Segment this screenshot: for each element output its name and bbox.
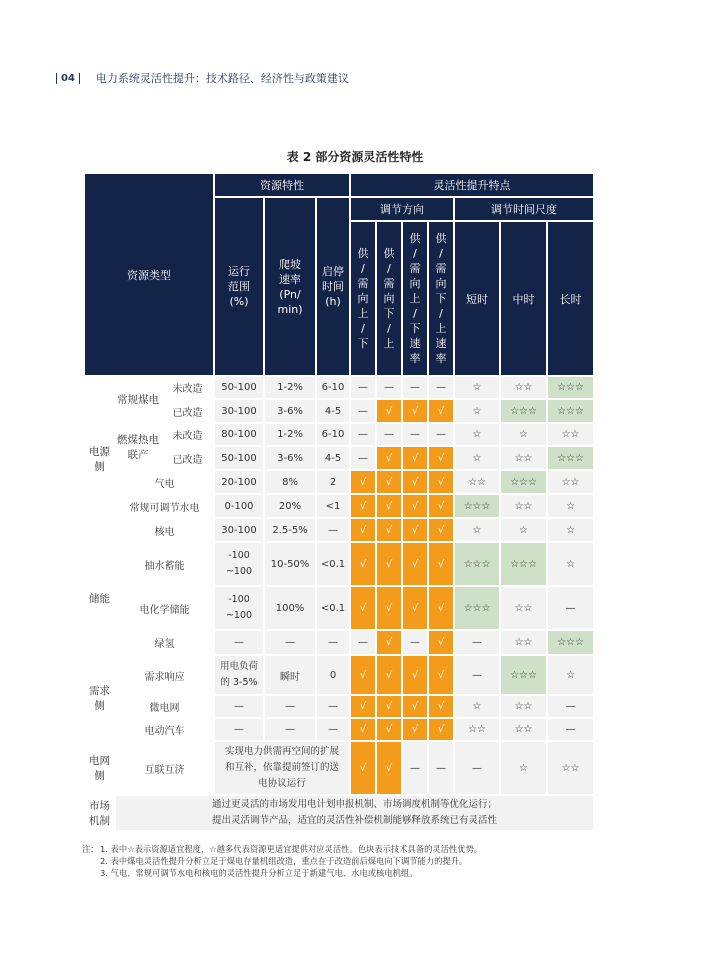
header-range: 运行 范围 (%) [214,197,264,376]
cell-dir: — [428,423,454,446]
cell-range: — [214,630,264,655]
cell-dir: √ [376,695,402,718]
cell-dir: √ [376,586,402,630]
table-row [84,376,594,399]
cell-dir: √ [402,695,428,718]
table-row [84,518,594,542]
row-name: 微电网 [115,695,214,718]
cell-range: 50-100 [214,376,264,399]
cell-dir: √ [376,470,402,494]
cell-ramp: 3-6% [264,446,316,470]
cell-mid: ☆☆☆ [500,399,547,423]
cell-dir: — [350,446,376,470]
cell-dir: √ [402,518,428,542]
subgroup-chp: 燃煤热电联产 [115,423,161,470]
cell-long: — [547,695,594,718]
cell-ramp: 3-6% [264,399,316,423]
cell-dir: — [402,376,428,399]
cell-dir: — [402,630,428,655]
cell-range: 0-100 [214,494,264,518]
cell-ramp: — [264,695,316,718]
cell-long: ☆ [547,494,594,518]
cell-long: ☆ [547,518,594,542]
cell-dir: — [428,376,454,399]
cell-long: — [547,586,594,630]
cell-start: <0.1 [316,542,350,586]
cell-ramp: 20% [264,494,316,518]
cell-dir: √ [402,542,428,586]
cell-dir: √ [376,494,402,518]
cell-mid: ☆☆ [500,695,547,718]
cell-range: 50-100 [214,446,264,470]
cell-dir: — [428,741,454,795]
header-short: 短时 [454,221,500,376]
cell-dir: √ [402,718,428,741]
cell-dir: √ [402,494,428,518]
cell-mid: ☆☆ [500,376,547,399]
cell-short: ☆☆☆ [454,542,500,586]
cell-desc: 实现电力供需再空间的扩展 和互补，依靠提前签订的送 电协议运行 [214,741,350,795]
header-flex-features: 灵活性提升特点 [350,173,594,197]
row-name: 未改造 [161,376,214,399]
cell-dir: √ [428,446,454,470]
page-number: 04 [61,72,75,84]
cell-long: ☆ [547,542,594,586]
header-dir-down-rate: 供 / 需 向 下 / 上 速 率 [428,221,454,376]
cell-short: ☆ [454,695,500,718]
row-name: 互联互济 [115,741,214,795]
cell-range: 30-100 [214,518,264,542]
cell-dir: √ [402,446,428,470]
table-row [84,399,594,423]
header-long: 长时 [547,221,594,376]
cell-dir: √ [402,399,428,423]
row-name: 绿氢 [115,630,214,655]
cell-short: ☆☆ [454,470,500,494]
cell-ramp: 8% [264,470,316,494]
cell-dir: √ [428,399,454,423]
table-row [84,446,594,470]
cell-mid: ☆ [500,423,547,446]
table-row [84,741,594,795]
cell-short: — [454,741,500,795]
cell-dir: √ [428,542,454,586]
cell-range: -100 ~100 [214,586,264,630]
table-notes [82,843,482,879]
table-row [84,718,594,741]
note-item: 1. 表中☆表示资源适宜程度，☆越多代表资源更适宜提供对应灵活性。色块表示技术具备的灵活性优势。 [100,844,483,854]
header-resource-type: 资源类型 [84,173,214,376]
cell-ramp: — [264,718,316,741]
header-mid: 中时 [500,221,547,376]
cell-mid: ☆☆ [500,446,547,470]
cell-dir: √ [376,518,402,542]
table-row [84,655,594,695]
group-storage: 储能 [84,542,115,655]
group-source: 电源侧 [84,376,115,542]
cell-range: — [214,695,264,718]
cell-range: 20-100 [214,470,264,494]
cell-short: ☆☆☆ [454,494,500,518]
cell-long: ☆☆ [547,470,594,494]
header-dir-up-down: 供 / 需 向 上 / 下 [350,221,376,376]
notes-label: 注： [82,844,99,854]
row-name: 未改造 [161,423,214,446]
document-title: 电力系统灵活性提升：技术路径、经济性与政策建议 [95,72,349,85]
row-name: 气电 [115,470,214,494]
row-name: 电动汽车 [115,718,214,741]
table-row [84,630,594,655]
cell-dir: √ [376,630,402,655]
cell-dir: √ [402,655,428,695]
cell-mid: ☆☆☆ [500,655,547,695]
cell-mid: ☆☆ [500,630,547,655]
cell-market-text: 通过更灵活的市场发用电计划申报机制、市场调度机制等优化运行； 提出灵活调节产品，适宜的灵活性补偿机制能够释放系统已有灵活性 [115,795,594,831]
cell-dir: √ [350,542,376,586]
cell-dir: √ [376,741,402,795]
header-startstop: 启停 时间 (h) [316,197,350,376]
cell-start: — [316,695,350,718]
cell-start: — [316,518,350,542]
cell-mid: ☆☆☆ [500,542,547,586]
cell-short: ☆ [454,399,500,423]
note-item: 3. 气电、常规可调节水电和核电的灵活性提升分析立足于新建气电、水电或核电机组。 [100,868,418,878]
cell-dir: √ [428,470,454,494]
table-caption: 表 2 部分资源灵活性特性 [286,150,424,164]
cell-short: ☆ [454,446,500,470]
cell-long: ☆☆☆ [547,399,594,423]
cell-start: <0.1 [316,586,350,630]
cell-long: ☆ [547,655,594,695]
cell-dir: √ [376,718,402,741]
cell-short: — [454,630,500,655]
cell-start: — [316,718,350,741]
cell-start: 4-5 [316,446,350,470]
cell-dir: √ [376,655,402,695]
cell-mid: ☆ [500,518,547,542]
cell-dir: √ [376,399,402,423]
cell-start: — [316,630,350,655]
cell-ramp: 100% [264,586,316,630]
note-item: 2. 表中煤电灵活性提升分析立足于煤电存量机组改造，重点在于改造前后煤电向下调节能力的提升。 [100,856,468,866]
group-demand: 需求侧 [84,655,115,741]
cell-short: ☆ [454,423,500,446]
cell-start: <1 [316,494,350,518]
cell-long: ☆☆ [547,741,594,795]
cell-mid: ☆☆ [500,586,547,630]
row-name: 电化学储能 [115,586,214,630]
resource-flexibility-table [83,172,595,832]
table-row [84,695,594,718]
divider [56,73,57,84]
subgroup-coal: 常规煤电 [115,376,161,423]
group-market: 市场机制 [84,795,115,831]
group-grid: 电网侧 [84,741,115,795]
cell-mid: ☆☆ [500,718,547,741]
cell-short: — [454,655,500,695]
table-row [84,470,594,494]
cell-dir: — [350,376,376,399]
row-name: 核电 [115,518,214,542]
cell-dir: √ [350,470,376,494]
cell-dir: — [402,741,428,795]
row-name: 常规可调节水电 [115,494,214,518]
cell-dir: √ [350,695,376,718]
cell-dir: √ [428,586,454,630]
cell-dir: — [350,630,376,655]
cell-dir: √ [428,518,454,542]
cell-ramp: — [264,630,316,655]
cell-long: ☆☆☆ [547,376,594,399]
cell-dir: √ [402,586,428,630]
cell-ramp: 1-2% [264,423,316,446]
cell-dir: — [376,376,402,399]
page-header [52,70,349,86]
header-direction: 调节方向 [350,197,454,221]
cell-dir: — [402,423,428,446]
header-resource-props: 资源特性 [214,173,350,197]
cell-short: ☆☆ [454,718,500,741]
cell-ramp: 2.5-5% [264,518,316,542]
cell-ramp: 1-2% [264,376,316,399]
cell-dir: √ [428,655,454,695]
row-name: 抽水蓄能 [115,542,214,586]
header-timescale: 调节时间尺度 [454,197,594,221]
cell-dir: √ [350,494,376,518]
cell-dir: — [376,423,402,446]
header-dir-down-up: 供 / 需 向 下 / 上 [376,221,402,376]
cell-short: ☆ [454,376,500,399]
cell-start: 4-5 [316,399,350,423]
cell-mid: ☆ [500,741,547,795]
cell-start: 6-10 [316,376,350,399]
row-name: 已改造 [161,446,214,470]
cell-start: 2 [316,470,350,494]
cell-range: 30-100 [214,399,264,423]
cell-mid: ☆☆☆ [500,470,547,494]
cell-start: 0 [316,655,350,695]
cell-dir: √ [350,655,376,695]
cell-long: ☆☆☆ [547,446,594,470]
divider [79,73,80,84]
cell-short: ☆☆☆ [454,586,500,630]
table-row [84,494,594,518]
table-row [84,423,594,446]
cell-long: — [547,718,594,741]
header-ramp: 爬坡 速率 (Pn/ min) [264,197,316,376]
cell-long: ☆☆☆ [547,630,594,655]
cell-dir: √ [350,718,376,741]
cell-range: 用电负荷 的 3-5% [214,655,264,695]
cell-dir: √ [350,518,376,542]
cell-range: 80-100 [214,423,264,446]
cell-dir: √ [350,586,376,630]
cell-dir: √ [428,630,454,655]
cell-dir: √ [428,718,454,741]
table-row [84,795,594,831]
cell-range: — [214,718,264,741]
header-dir-up-rate: 供 / 需 向 上 / 下 速 率 [402,221,428,376]
cell-dir: √ [376,542,402,586]
row-name: 已改造 [161,399,214,423]
row-name: 需求响应 [115,655,214,695]
cell-range: -100 ~100 [214,542,264,586]
table-row [84,586,594,630]
cell-dir: √ [402,470,428,494]
cell-dir: √ [376,446,402,470]
cell-ramp: 10-50% [264,542,316,586]
cell-dir: √ [428,695,454,718]
cell-ramp: 瞬时 [264,655,316,695]
table-row [84,542,594,586]
cell-short: ☆ [454,518,500,542]
cell-dir: √ [428,494,454,518]
cell-dir: — [350,423,376,446]
cell-long: ☆☆ [547,423,594,446]
cell-dir: — [350,399,376,423]
cell-dir: √ [350,741,376,795]
cell-mid: ☆☆ [500,494,547,518]
cell-start: 6-10 [316,423,350,446]
